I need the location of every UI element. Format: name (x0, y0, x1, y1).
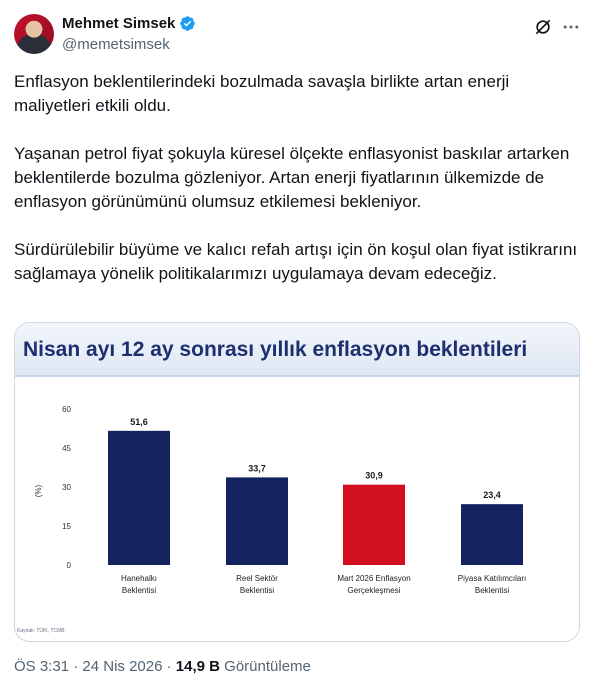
author-name-row (62, 15, 196, 32)
tweet-paragraph: Sürdürülebilir büyüme ve kalıcı refah artışı için ön koşul olan fiyat istikrarını sağlamaya yönelik politikalarımızı uygulamaya devam edeceğiz. (14, 240, 578, 283)
chart-source: Kaynak: TÜİK, TCMB (17, 628, 65, 634)
grok-icon[interactable] (533, 17, 553, 37)
y-tick-label: 30 (62, 483, 71, 492)
x-category-label: Hanehalkı (120, 574, 158, 583)
bar (108, 431, 170, 565)
x-category-label: Gerçekleşmesi (347, 586, 401, 595)
bar-value-label: 33,7 (248, 463, 266, 474)
author-display-name[interactable]: Mehmet Simsek (62, 15, 176, 32)
meta-separator: · (166, 658, 172, 675)
y-tick-label: 45 (62, 444, 71, 453)
tweet-text (14, 70, 586, 310)
verified-badge-icon (179, 15, 196, 32)
view-label: Görüntüleme (224, 658, 311, 675)
x-category-label: Reel Sektör (236, 574, 278, 583)
bar (461, 504, 523, 565)
chart-title: Nisan ayı 12 ay sonrası yıllık enflasyon beklentileri (23, 338, 528, 361)
x-category-label: Piyasa Katılımcıları (457, 574, 527, 583)
bar-value-label: 23,4 (483, 490, 501, 501)
x-category-label: Beklentisi (239, 586, 275, 595)
author-handle[interactable]: @memetsimsek (62, 36, 170, 53)
bar-value-label: 30,9 (365, 470, 383, 481)
tweet-paragraph: Yaşanan petrol fiyat şokuyla küresel ölçekte enflasyonist baskılar artarken beklentilerde bozulma gözleniyor. Artan enerji fiyatlarının ülkemizde de enflasyon görünümünü olumsuz etkilemesi bekleniyor. (14, 144, 570, 211)
tweet-meta (14, 658, 311, 675)
bar (343, 485, 405, 565)
x-category-label: Beklentisi (474, 586, 510, 595)
bar-value-label: 51,6 (130, 416, 148, 427)
bar (226, 477, 288, 565)
y-tick-label: 15 (62, 522, 71, 531)
x-category-label: Beklentisi (121, 586, 157, 595)
y-tick-label: 0 (66, 561, 71, 570)
chart-image[interactable] (14, 322, 580, 642)
x-category-label: Mart 2026 Enflasyon (337, 574, 411, 583)
tweet-time[interactable]: ÖS 3:31 (14, 658, 70, 675)
tweet-date[interactable]: 24 Nis 2026 (82, 658, 163, 675)
bar-chart (15, 375, 579, 625)
tweet-paragraph: Enflasyon beklentilerindeki bozulmada savaşla birlikte artan enerji maliyetleri etkili oldu. (14, 72, 510, 115)
avatar[interactable] (14, 14, 54, 54)
more-icon[interactable] (561, 17, 581, 37)
y-tick-label: 60 (62, 405, 71, 414)
meta-separator: · (73, 658, 79, 675)
chart-header (15, 323, 579, 377)
y-axis-label: (%) (34, 484, 43, 498)
view-count: 14,9 B (175, 658, 220, 675)
